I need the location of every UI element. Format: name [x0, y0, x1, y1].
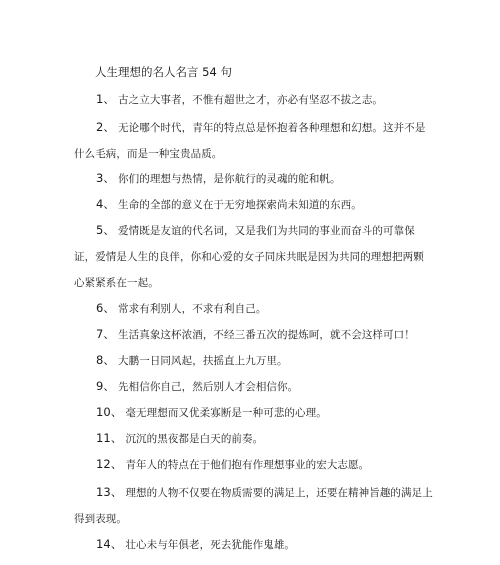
quote-number: 14、 [96, 537, 123, 551]
quote-item [74, 479, 434, 532]
document-title: 人生理想的名人名言 54 句 [95, 65, 232, 79]
quote-text: 无论哪个时代，青年的特点总是怀抱着各种理想和幻想。这并不是什么毛病，而是一种宝贵品质。 [74, 122, 426, 160]
quote-item [74, 451, 434, 478]
quote-text: 理想的人物不仅要在物质需要的满足上，还要在精神旨趣的满足上得到表现。 [74, 487, 433, 525]
quote-text: 青年人的特点在于他们抱有作理想事业的宏大志愿。 [125, 459, 370, 471]
quote-text: 壮心未与年俱老，死去犹能作鬼雄。 [125, 539, 296, 551]
quote-item [74, 114, 434, 167]
quote-item [74, 321, 434, 348]
quote-item [74, 86, 434, 113]
quote-item [74, 531, 434, 558]
quote-item [74, 295, 434, 322]
quote-number: 1、 [96, 92, 116, 106]
quote-text: 毫无理想而又优柔寡断是一种可悲的心理。 [125, 407, 327, 419]
quote-number: 4、 [96, 197, 116, 211]
quote-number: 11、 [96, 431, 123, 445]
quote-number: 12、 [96, 457, 123, 471]
quote-text: 沉沉的黑夜都是白天的前奏。 [125, 433, 264, 445]
quote-number: 9、 [96, 379, 116, 393]
quote-number: 13、 [96, 485, 123, 499]
quote-number: 7、 [96, 327, 116, 341]
quote-item [74, 425, 434, 452]
quote-number: 5、 [96, 223, 116, 237]
quote-text: 先相信你自己，然后别人才会相信你。 [118, 381, 299, 393]
quote-text: 大鹏一日同风起，扶摇直上九万里。 [118, 355, 288, 367]
quote-item [74, 347, 434, 374]
quote-text: 爱情既是友谊的代名词，又是我们为共同的事业而奋斗的可靠保证，爱情是人生的良伴，你和心爱的女子同床共眠是因为共同的理想把两颗心紧紧系在一起。 [74, 225, 424, 289]
quote-item [74, 191, 434, 218]
quote-number: 8、 [96, 353, 116, 367]
quote-text: 生命的全部的意义在于无穷地探索尚未知道的东西。 [118, 199, 362, 211]
quote-text: 常求有利别人，不求有利自己。 [118, 303, 267, 315]
quote-number: 2、 [96, 120, 116, 134]
quote-number: 6、 [96, 301, 116, 315]
quote-item [74, 217, 434, 296]
quote-text: 生活真象这杯浓酒，不经三番五次的提炼呵，就不会这样可口！ [118, 329, 415, 341]
quote-item [74, 373, 434, 400]
quote-number: 3、 [96, 171, 116, 185]
quote-text: 古之立大事者，不惟有超世之才，亦必有坚忍不拔之志。 [118, 94, 384, 106]
quote-item [74, 165, 434, 192]
quote-item [74, 399, 434, 426]
quote-number: 10、 [96, 405, 123, 419]
quote-text: 你们的理想与热情，是你航行的灵魂的舵和帆。 [118, 173, 341, 185]
